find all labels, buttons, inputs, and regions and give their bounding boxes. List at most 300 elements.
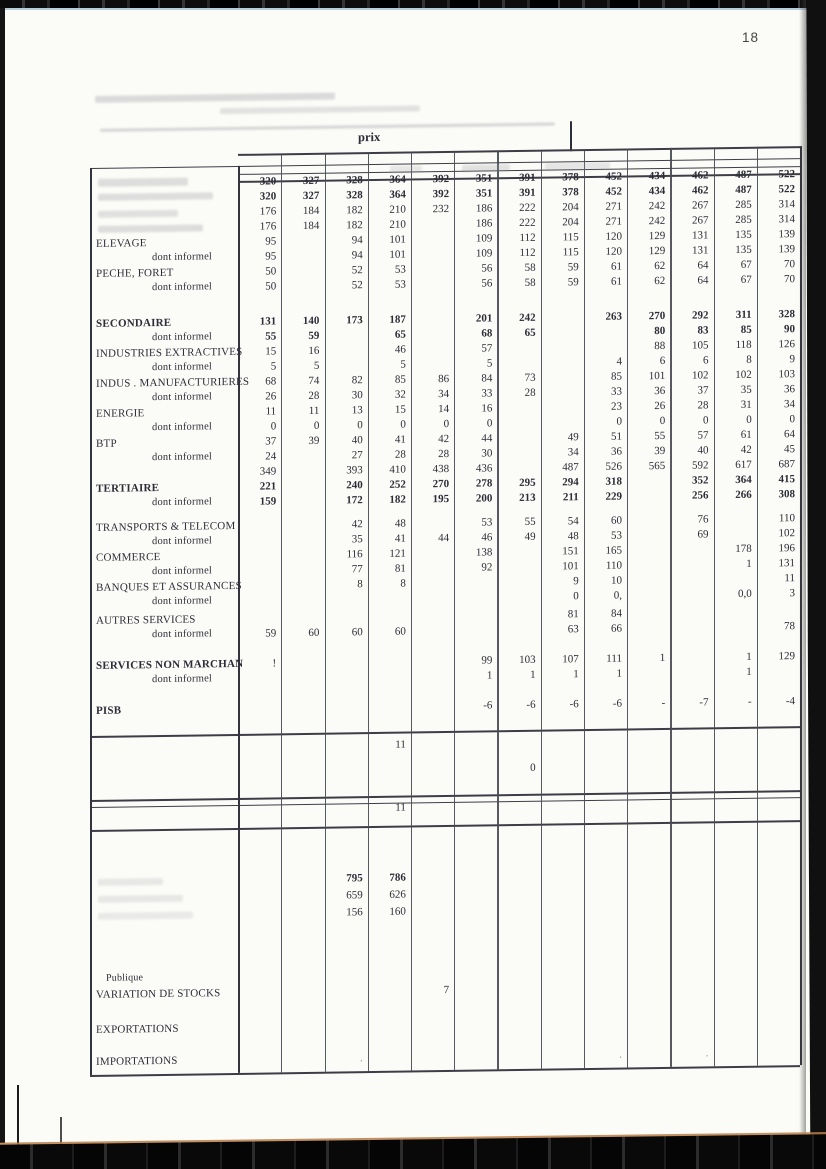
table-cell: 28 — [438, 447, 450, 461]
table-cell: 35 — [351, 533, 363, 546]
row-label: PECHE, FORET — [96, 266, 174, 280]
table-cell: 565 — [648, 459, 666, 473]
row-label: dont informel — [152, 421, 213, 434]
table-cell: 1 — [746, 557, 752, 570]
table-cell: -7 — [699, 696, 709, 709]
table-cell: 60 — [308, 626, 320, 639]
table-cell: 45 — [783, 443, 795, 456]
row-label: dont informel — [152, 535, 213, 548]
row-label: dont informel — [152, 628, 213, 641]
table-cell: 0 — [313, 419, 320, 432]
table-row — [90, 695, 802, 719]
table-cell: 11 — [395, 738, 406, 751]
table-cell: 57 — [697, 429, 709, 442]
row-label: EXPORTATIONS — [96, 1022, 179, 1036]
table-cell: 0 — [616, 415, 622, 428]
row-label: SECONDAIRE — [96, 316, 172, 330]
table-cell: 271 — [605, 200, 622, 213]
table-cell: 156 — [346, 906, 363, 919]
table-cell: 58 — [524, 261, 536, 274]
table-cell: 101 — [389, 248, 406, 261]
row-label: COMMERCE — [96, 551, 161, 564]
table-cell: 44 — [481, 432, 493, 445]
table-cell: 14 — [438, 402, 450, 416]
table-cell: 9 — [573, 575, 579, 588]
table-cell: 410 — [389, 463, 406, 476]
table-cell: 8 — [357, 578, 363, 591]
table-cell: 364 — [735, 473, 752, 486]
table-cell: 487 — [735, 168, 752, 181]
table-cell: 221 — [259, 480, 277, 493]
table-cell: 86 — [438, 372, 450, 386]
table-cell: 140 — [302, 314, 320, 328]
table-cell: 0 — [573, 590, 579, 603]
table-cell: 186 — [475, 217, 493, 230]
table-cell: 28 — [697, 399, 709, 412]
table-cell: 327 — [302, 189, 320, 203]
page-number: 18 — [742, 30, 760, 45]
table-cell: 60 — [351, 626, 363, 639]
table-cell: 31 — [740, 398, 752, 411]
table-cell: 65 — [394, 328, 406, 341]
table-cell: 84 — [481, 372, 493, 385]
table-cell: 88 — [654, 339, 666, 353]
table-header-prix: prix — [358, 129, 381, 145]
table-cell: 592 — [691, 459, 709, 472]
table-cell: 28 — [524, 386, 536, 399]
table-cell: 232 — [432, 202, 450, 216]
row-label: dont informel — [152, 361, 213, 374]
table-cell: 131 — [778, 557, 795, 570]
table-cell: 182 — [346, 219, 363, 232]
table-cell: 11 — [265, 405, 277, 418]
table-cell: 182 — [346, 204, 363, 217]
table-cell: 267 — [691, 214, 709, 227]
table-cell: 327 — [302, 174, 320, 188]
table-cell: . — [705, 1047, 709, 1060]
table-cell: 35 — [740, 383, 752, 396]
row-label: INDUSTRIES EXTRACTIVES — [96, 345, 243, 360]
table-cell: 178 — [735, 542, 752, 555]
table-cell: 0 — [746, 413, 752, 426]
row-label: IMPORTATIONS — [96, 1054, 178, 1068]
table-cell: 138 — [475, 546, 493, 559]
table-cell: 36 — [654, 384, 666, 398]
table-cell: 30 — [351, 389, 363, 402]
row-label: BTP — [96, 437, 117, 450]
row-label: AUTRES SERVICES — [96, 613, 196, 627]
table-cell: 78 — [783, 620, 795, 633]
row-label: dont informel — [152, 451, 213, 464]
table-cell: 213 — [519, 491, 536, 505]
table-cell: 69 — [697, 528, 709, 541]
row-label: dont informel — [152, 595, 213, 608]
table-cell: 0 — [270, 420, 277, 433]
table-cell: 786 — [389, 871, 406, 884]
table-cell: 256 — [691, 489, 709, 502]
table-cell: 242 — [648, 199, 666, 213]
row-label: dont informel — [152, 391, 213, 404]
table-cell: 28 — [308, 389, 320, 402]
table-cell: 82 — [351, 374, 363, 387]
table-cell: 102 — [735, 368, 752, 381]
table-cell: 83 — [697, 324, 709, 337]
table-cell: 39 — [654, 444, 666, 458]
row-label: ELEVAGE — [96, 237, 147, 250]
table-cell: 74 — [308, 374, 320, 387]
table-cell: 37 — [697, 384, 709, 397]
table-cell: 462 — [691, 169, 709, 182]
table-cell: . — [619, 1048, 622, 1061]
table-cell: 34 — [567, 446, 579, 459]
table-cell: 131 — [259, 315, 277, 328]
table-cell: 184 — [302, 204, 320, 218]
table-cell: 52 — [351, 279, 363, 292]
table-cell: 61 — [610, 275, 622, 288]
table-cell: 68 — [265, 375, 277, 388]
table-cell: 55 — [654, 429, 666, 443]
table-cell: 295 — [519, 476, 536, 490]
row-label: TERTIAIRE — [96, 482, 160, 495]
table-cell: 292 — [691, 309, 709, 322]
table-cell: 204 — [562, 201, 579, 214]
table-cell: 270 — [432, 477, 450, 491]
table-cell: 1 — [746, 650, 752, 663]
table-cell: 101 — [648, 369, 666, 383]
table-cell: 30 — [481, 447, 493, 460]
table-cell: 462 — [691, 184, 709, 197]
table-cell: 121 — [389, 547, 406, 560]
scan-edge-bottom — [0, 1125, 826, 1169]
table-cell: 54 — [567, 515, 579, 528]
table-cell: 6 — [659, 354, 666, 368]
table-cell: 659 — [346, 889, 363, 902]
table-cell: 271 — [605, 215, 622, 228]
table-cell: 222 — [519, 216, 536, 230]
table-cell: 109 — [475, 247, 493, 260]
table-cell: 195 — [432, 492, 450, 506]
table-cell: 126 — [778, 338, 795, 351]
table-cell: 186 — [475, 202, 493, 215]
table-cell: 107 — [562, 653, 579, 666]
row-label: VARIATION DE STOCKS — [96, 987, 221, 1001]
table-cell: 48 — [394, 517, 406, 530]
table-cell: 58 — [524, 276, 536, 289]
table-cell: 1 — [573, 668, 579, 681]
table-cell: 10 — [610, 574, 622, 587]
table-cell: 64 — [697, 274, 709, 287]
table-cell: 182 — [389, 493, 406, 506]
faded-text-smudge — [390, 165, 422, 172]
table-cell: 434 — [648, 184, 666, 198]
table-cell: 351 — [475, 187, 493, 200]
table-cell: 0,0 — [737, 587, 752, 600]
table-cell: 67 — [740, 273, 752, 286]
table-cell: 0 — [530, 761, 536, 774]
grid-line — [238, 146, 800, 156]
table-cell: 61 — [610, 260, 622, 273]
table-cell: 229 — [605, 490, 622, 503]
table-cell: 1 — [746, 665, 752, 678]
table-cell: 24 — [265, 450, 277, 463]
table-cell: 522 — [778, 168, 795, 181]
table-cell: 33 — [610, 385, 622, 398]
faded-text-smudge — [545, 162, 610, 171]
table-cell: 391 — [519, 171, 536, 185]
table-cell: 318 — [605, 475, 622, 488]
table-cell: 11 — [395, 801, 406, 814]
table-cell: 115 — [562, 231, 579, 244]
table-cell: 285 — [735, 198, 752, 211]
table-cell: 0, — [613, 589, 622, 602]
table-cell: 53 — [394, 263, 406, 276]
table-cell: 129 — [778, 650, 795, 663]
table-cell: 5 — [400, 358, 406, 371]
row-label: Publique — [106, 972, 144, 984]
table-cell: 70 — [783, 258, 795, 271]
table-cell: 67 — [740, 258, 752, 271]
table-cell: 391 — [519, 186, 536, 200]
table-cell: 51 — [610, 430, 622, 443]
table-cell: 176 — [259, 205, 277, 218]
table-cell: 116 — [346, 548, 363, 561]
table-cell: 364 — [389, 173, 406, 186]
table-cell: 210 — [389, 203, 406, 216]
table-cell: 80 — [654, 324, 666, 338]
table-cell: 77 — [351, 563, 363, 576]
table-cell: 184 — [302, 219, 320, 233]
table-cell: 3 — [789, 587, 795, 600]
table-cell: 23 — [610, 400, 622, 413]
table-cell: 65 — [524, 326, 536, 339]
table-cell: 687 — [778, 458, 795, 471]
table-cell: 222 — [519, 201, 536, 215]
table-cell: 49 — [524, 530, 536, 543]
table-cell: 99 — [481, 654, 493, 667]
table-cell: 129 — [648, 244, 666, 258]
table-row — [90, 1014, 802, 1038]
table-cell: . — [359, 1052, 363, 1065]
table-cell: 61 — [740, 428, 752, 441]
table-cell: 1 — [530, 668, 536, 681]
table-cell: 393 — [346, 464, 363, 477]
table-cell: 103 — [519, 653, 536, 667]
table-cell: 36 — [610, 445, 622, 458]
row-label: dont informel — [152, 496, 213, 509]
table-cell: 135 — [735, 243, 752, 256]
table-cell: 34 — [438, 387, 450, 401]
table-cell: 41 — [394, 532, 406, 545]
table-cell: 59 — [265, 627, 277, 640]
table-cell: 11 — [308, 404, 320, 417]
table-cell: 173 — [346, 314, 363, 327]
grid-line — [90, 820, 800, 832]
table-cell: 112 — [519, 231, 536, 245]
table-cell: 378 — [562, 171, 579, 184]
row-label: dont informel — [152, 565, 213, 578]
table-cell: 102 — [778, 527, 795, 540]
table-cell: 32 — [394, 388, 406, 401]
table-cell: 60 — [610, 514, 622, 527]
table-cell: 95 — [265, 235, 277, 248]
table-cell: 487 — [735, 183, 752, 196]
table-cell: 452 — [605, 170, 622, 183]
table-cell: 40 — [697, 444, 709, 457]
table-cell: 115 — [562, 246, 579, 259]
table-cell: 0 — [702, 414, 709, 427]
table-row — [90, 733, 802, 757]
table-cell: 160 — [389, 905, 406, 918]
table-cell: 62 — [654, 274, 666, 288]
table-cell: 37 — [265, 435, 277, 448]
table-cell: 36 — [783, 383, 795, 396]
table-cell: 49 — [567, 431, 579, 444]
table-cell: 33 — [481, 387, 493, 400]
table-cell: 487 — [562, 461, 579, 474]
table-cell: 328 — [346, 174, 363, 187]
table-cell: 187 — [389, 313, 406, 326]
table-cell: 85 — [740, 323, 752, 336]
table-cell: 85 — [610, 370, 622, 383]
table-cell: 0 — [659, 414, 666, 428]
faded-text-smudge — [462, 164, 510, 172]
table-cell: 41 — [394, 433, 406, 446]
table-cell: 42 — [740, 443, 752, 456]
table-cell: 15 — [265, 345, 277, 358]
table-cell: 159 — [259, 495, 277, 508]
table-cell: 27 — [351, 449, 363, 462]
table-cell: 151 — [562, 545, 579, 558]
table-cell: 139 — [778, 228, 795, 241]
table-cell: 101 — [562, 560, 579, 573]
scan-artifact-mark — [17, 1085, 19, 1147]
table-cell: -6 — [569, 698, 579, 711]
table-cell: 66 — [610, 622, 622, 635]
table-cell: 39 — [308, 434, 320, 447]
table-cell: 172 — [346, 494, 363, 507]
row-label: INDUS . MANUFACTURIERES — [96, 375, 250, 390]
row-label: ENERGIE — [96, 407, 145, 420]
table-cell: 85 — [394, 373, 406, 386]
table-cell: -6 — [612, 697, 622, 710]
table-cell: 53 — [481, 516, 493, 529]
table-cell: 120 — [605, 230, 622, 243]
table-cell: 438 — [432, 462, 450, 476]
table-cell: 285 — [735, 213, 752, 226]
table-cell: 626 — [389, 888, 406, 901]
table-cell: 73 — [524, 371, 536, 384]
table-cell: 44 — [438, 531, 450, 545]
table-cell: 42 — [351, 518, 363, 531]
table-cell: 63 — [567, 623, 579, 636]
table-cell: 53 — [394, 278, 406, 291]
table-cell: 392 — [432, 172, 450, 186]
table-cell: 526 — [605, 460, 622, 473]
table-cell: 1 — [486, 669, 493, 682]
table-cell: 135 — [735, 228, 752, 241]
table-cell: 364 — [389, 188, 406, 201]
scan-edge-right-shadow — [799, 0, 806, 1169]
table-cell: 94 — [351, 249, 363, 262]
table-cell: - — [661, 696, 666, 710]
table-cell: 200 — [475, 492, 493, 505]
table-cell: 434 — [648, 169, 666, 183]
table-cell: 8 — [746, 353, 752, 366]
table-cell: -4 — [785, 695, 795, 708]
row-label: dont informel — [152, 331, 213, 344]
table-cell: 266 — [735, 488, 752, 501]
table-cell: 5 — [486, 357, 493, 370]
table-cell: 16 — [308, 344, 320, 357]
table-cell: 109 — [475, 232, 493, 245]
table-cell: 95 — [265, 250, 277, 263]
table-cell: 50 — [265, 280, 277, 293]
table-cell: 84 — [610, 607, 622, 620]
table-cell: 16 — [481, 402, 493, 415]
table-cell: 94 — [351, 234, 363, 247]
table-cell: 210 — [389, 218, 406, 231]
table-cell: 11 — [784, 572, 795, 585]
table-cell: 103 — [778, 368, 795, 381]
table-cell: 415 — [778, 473, 795, 486]
table-cell: 7 — [443, 983, 450, 997]
table-cell: 1 — [659, 651, 666, 665]
table-cell: 81 — [394, 562, 406, 575]
table-cell: 436 — [475, 462, 493, 475]
scan-artifact-blue-line — [0, 8, 826, 10]
header-tick-mark — [570, 121, 572, 151]
table-cell: 0 — [357, 419, 363, 432]
table-cell: 110 — [778, 512, 795, 525]
table-cell: 105 — [691, 339, 709, 352]
table-cell: 90 — [783, 323, 795, 336]
table-cell: ! — [272, 657, 277, 670]
table-cell: 9 — [789, 353, 795, 366]
table-cell: 240 — [346, 479, 363, 492]
table-cell: 378 — [562, 186, 579, 199]
table-cell: 131 — [691, 244, 709, 257]
table-cell: 522 — [778, 183, 795, 196]
table-cell: 46 — [394, 343, 406, 356]
table-cell: 102 — [691, 369, 709, 382]
table-cell: 59 — [308, 329, 320, 342]
row-label: SERVICES NON MARCHAN — [96, 657, 244, 672]
table-cell: 55 — [524, 515, 536, 528]
table-cell: 131 — [691, 229, 709, 242]
table-cell: 59 — [567, 276, 579, 289]
table-cell: 204 — [562, 216, 579, 229]
table-cell: 48 — [567, 530, 579, 543]
row-label: dont informel — [152, 673, 213, 686]
table-cell: 308 — [778, 488, 795, 501]
table-cell: 40 — [351, 434, 363, 447]
table-cell: 452 — [605, 185, 622, 198]
row-label: dont informel — [152, 281, 213, 294]
scan-edge-top — [0, 0, 826, 8]
table-cell: 5 — [313, 359, 320, 372]
table-cell: 56 — [481, 277, 493, 290]
table-cell: 211 — [562, 491, 579, 504]
table-cell: 57 — [481, 342, 493, 355]
table-cell: 68 — [481, 327, 493, 340]
row-label: TRANSPORTS & TELECOM — [96, 519, 236, 534]
table-cell: 1 — [616, 667, 622, 680]
table-cell: 314 — [778, 198, 795, 211]
table-cell: 4 — [616, 355, 622, 368]
table-cell: 294 — [562, 476, 579, 489]
table-cell: 62 — [654, 259, 666, 273]
table-cell: 252 — [389, 478, 406, 491]
